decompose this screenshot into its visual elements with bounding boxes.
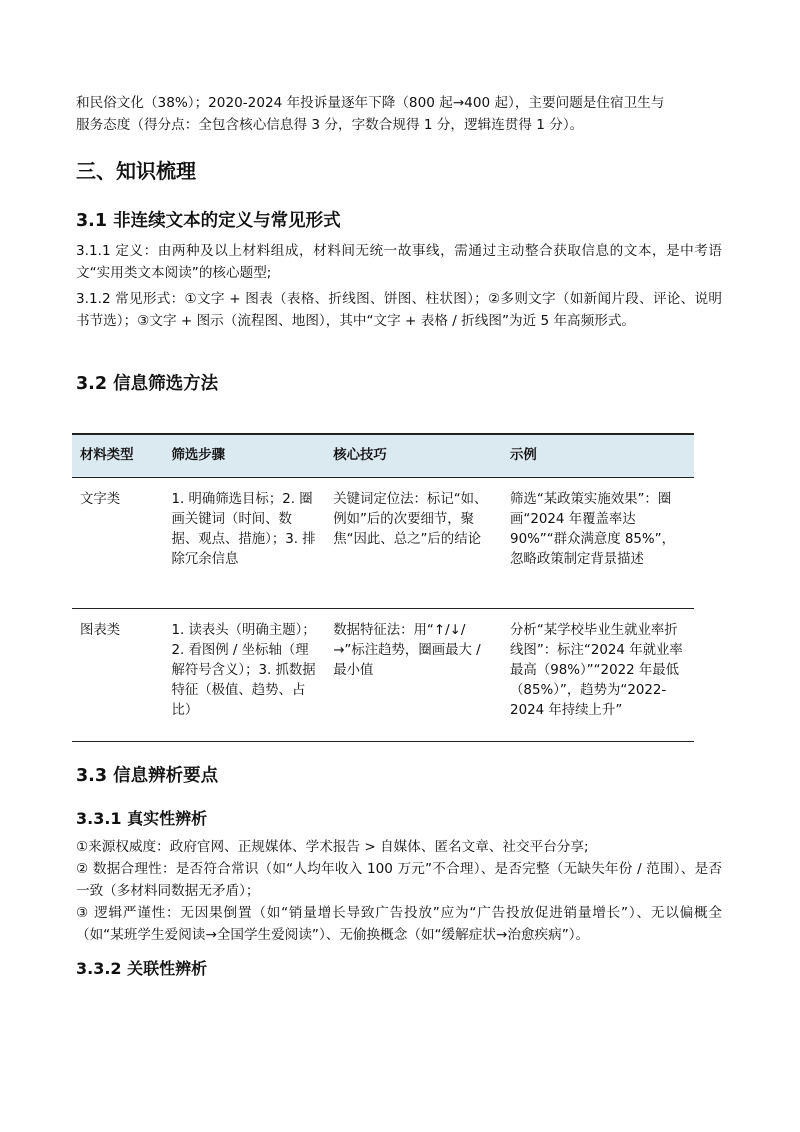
table-cell: 分析“某学校毕业生就业率折线图”：标注“2024 年就业率最高（98%）”“2022 年最低（85%）”，趋势为“2022-2024 年持续上升”	[502, 609, 694, 742]
section-3-3-title: 3.3 信息辨析要点	[76, 766, 219, 786]
intro-line-2: 服务态度（得分点：全包含核心信息得 3 分，字数合规得 1 分，逻辑连贯得 1 分）。	[76, 117, 584, 133]
point-source: ①来源权威度：政府官网、正规媒体、学术报告 > 自媒体、匿名文章、社交平台分享;	[76, 839, 589, 855]
definition-text: 3.1.1 定义：由两种及以上材料组成，材料间无统一故事线，需通过主动整合获取信息的文本，是中考语文“实用类文本阅读”的核心题型;	[76, 243, 722, 281]
intro-paragraph	[76, 92, 722, 136]
section-3-3-1-title: 3.3.1 真实性辨析	[76, 809, 208, 828]
info-filter-table	[72, 433, 694, 742]
intro-line-1: 和民俗文化（38%）；2020-2024 年投诉量逐年下降（800 起→400 起），主要问题是住宿卫生与	[76, 95, 665, 111]
table-header-row	[72, 434, 694, 478]
point-data: ② 数据合理性：是否符合常识（如“人均年收入 100 万元”不合理）、是否完整（无缺失年份 / 范围）、是否一致（多材料同数据无矛盾）；	[76, 861, 722, 899]
header-techniques: 核心技巧	[325, 434, 502, 478]
section-3-title: 三、知识梳理	[76, 159, 196, 183]
point-logic: ③ 逻辑严谨性：无因果倒置（如“销量增长导致广告投放”应为“广告投放促进销量增长”）、无以偏概全（如“某班学生爱阅读→全国学生爱阅读”）、无偷换概念（如“缓解症状→治愈疾病”）。	[76, 905, 722, 943]
section-3-2-title: 3.2 信息筛选方法	[76, 374, 219, 394]
table-cell: 文字类	[72, 478, 163, 609]
section-3-1-forms	[76, 288, 722, 332]
section-3-3-2-title: 3.3.2 关联性辨析	[76, 959, 208, 978]
table-cell: 1. 读表头（明确主题）；2. 看图例 / 坐标轴（理解符号含义）；3. 抓数据特征（极值、趋势、占比）	[163, 609, 325, 742]
header-example: 示例	[502, 434, 694, 478]
table-cell: 关键词定位法：标记“如、例如”后的次要细节，聚焦“因此、总之”后的结论	[325, 478, 502, 609]
table-row	[72, 478, 694, 609]
table-cell: 筛选“某政策实施效果”：圈画“2024 年覆盖率达 90%”“群众满意度 85%”，忽略政策制定背景描述	[502, 478, 694, 609]
table-row	[72, 609, 694, 742]
section-3-1-definition	[76, 240, 722, 284]
table-cell: 1. 明确筛选目标；2. 圈画关键词（时间、数据、观点、措施）；3. 排除冗余信息	[163, 478, 325, 609]
authenticity-points	[76, 836, 722, 946]
table-cell: 数据特征法：用“↑/↓/→”标注趋势，圈画最大 / 最小值	[325, 609, 502, 742]
header-steps: 筛选步骤	[163, 434, 325, 478]
section-3-1-title: 3.1 非连续文本的定义与常见形式	[76, 211, 341, 231]
header-material-type: 材料类型	[72, 434, 163, 478]
forms-text: 3.1.2 常见形式：①文字 + 图表（表格、折线图、饼图、柱状图）；②多则文字（如新闻片段、评论、说明书节选）；③文字 + 图示（流程图、地图），其中“文字 + 表格 / 折线图”为近 5 年高频形式。	[76, 291, 722, 329]
table-cell: 图表类	[72, 609, 163, 742]
